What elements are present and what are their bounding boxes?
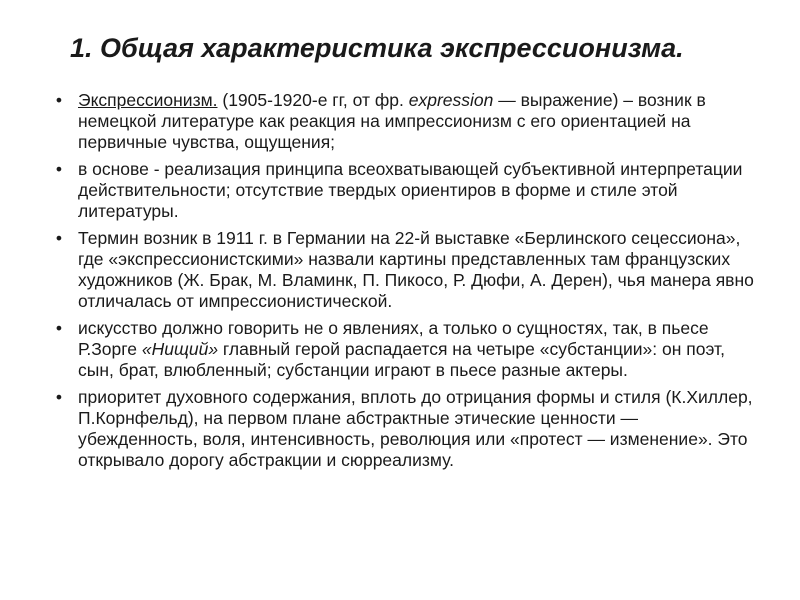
term-expressionism: Экспрессионизм. <box>78 90 218 110</box>
bullet-item-essences <box>55 318 760 381</box>
bullet-item-spiritual-content <box>55 387 760 471</box>
bullet-text: приоритет духовного содержания, вплоть до отрицания формы и стиля (К.Хиллер, П.Корнфельд), на первом плане абстрактные этические ценности — убежденность, воля, интенсивность, революция или «протест — изменение». Это открывало дорогу абстракции и сюрреализму. <box>78 387 753 470</box>
bullet-item-definition <box>55 90 760 153</box>
bullet-text: — выражение) – возник в немецкой литературе как реакция на импрессионизм с его ориентацией на первичные чувства, ощущения; <box>78 90 706 152</box>
bullet-marker: • <box>55 318 63 338</box>
bullet-text: главный герой распадается на четыре «субстанции»: он поэт, сын, брат, влюбленный; субстанции играют в пьесе разные актеры. <box>78 339 725 380</box>
bullet-marker: • <box>55 90 63 110</box>
bullet-marker: • <box>55 387 63 407</box>
bullet-text: искусство должно говорить не о явлениях, а только о сущностях, так, в пьесе Р.Зорге <box>78 318 709 359</box>
bullet-text: Термин возник в 1911 г. в Германии на 22-й выставке «Берлинского сецессиона», где «экспрессионистскими» назвали картины представленных там французских художников (Ж. Брак, М. Вламинк, П. Пикосо, Р. Дюфи, А. Дерен), чья манера явно отличалась от импрессионистической. <box>78 228 754 311</box>
bullet-text: в основе - реализация принципа всеохватывающей субъективной интерпретации действительности; отсутствие твердых ориентиров в форме и стиле этой литературы. <box>78 159 743 221</box>
play-title: «Нищий» <box>141 339 219 359</box>
foreign-word: expression <box>408 90 494 110</box>
bullet-item-basis <box>55 159 760 222</box>
bullet-list <box>55 90 760 471</box>
bullet-text: (1905-1920-е гг, от фр. <box>217 90 409 110</box>
slide-title: 1. Общая характеристика экспрессионизма. <box>70 33 684 63</box>
bullet-item-term-origin <box>55 228 760 312</box>
bullet-marker: • <box>55 159 63 179</box>
bullet-marker: • <box>55 228 63 248</box>
